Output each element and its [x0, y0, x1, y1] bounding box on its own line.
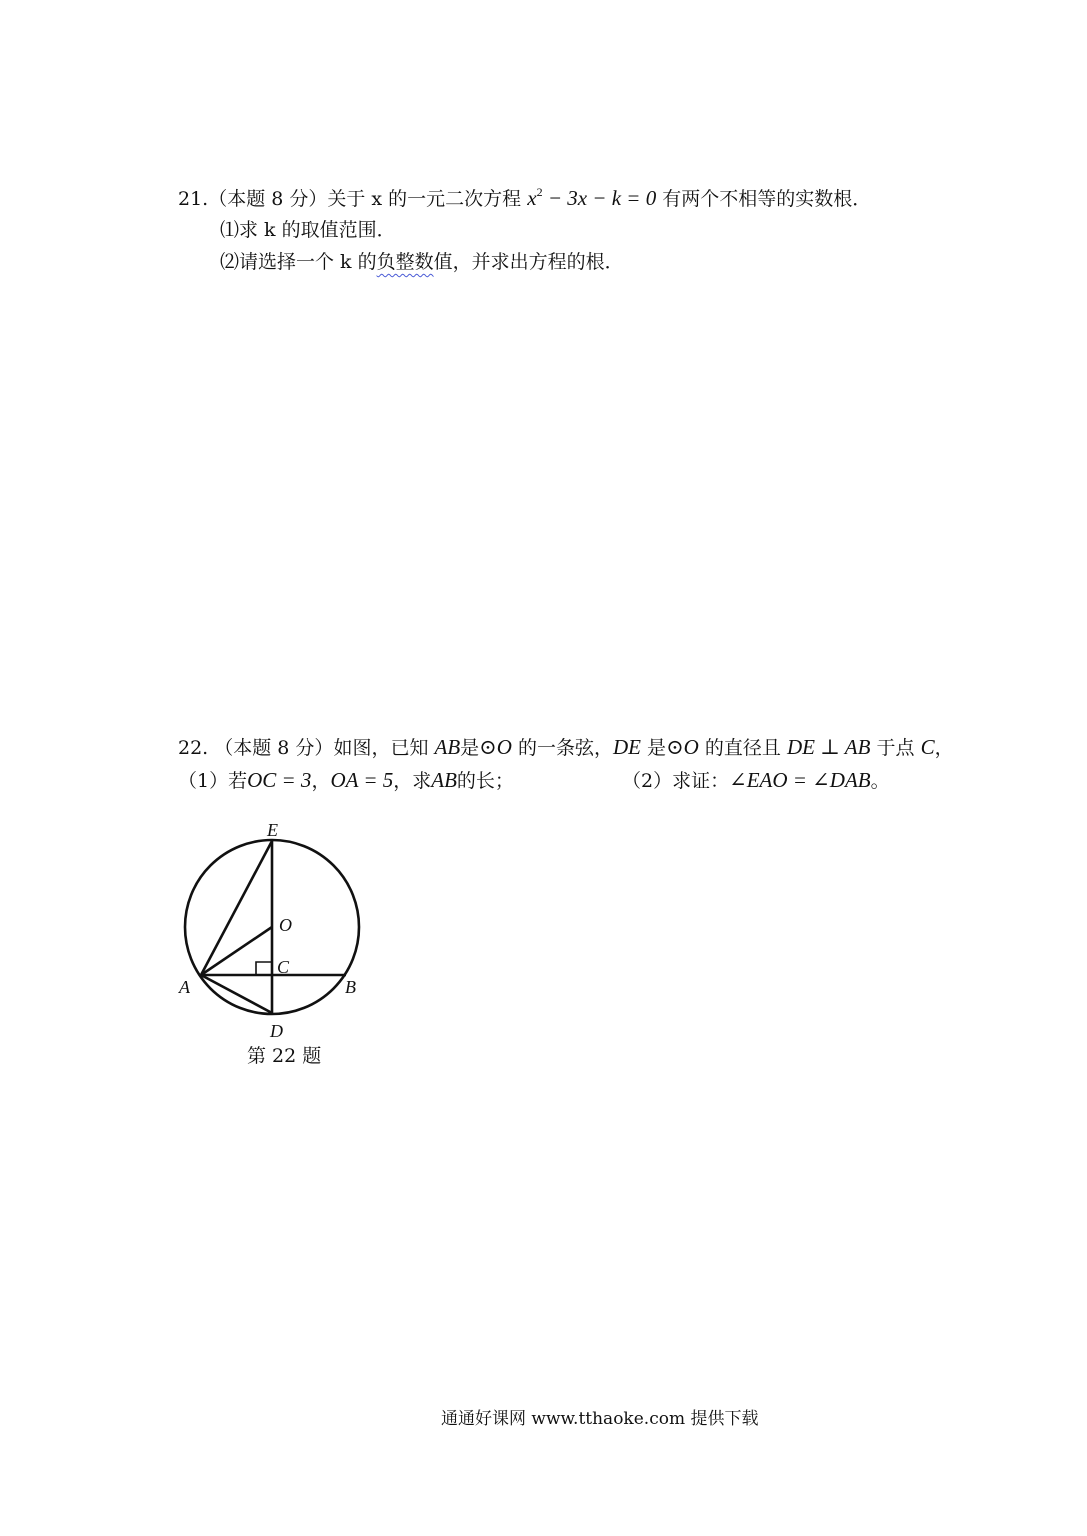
- q21-equation: $x^2 - 3x - k = 0$: [527, 185, 657, 210]
- q22-score: （本题 8 分）: [214, 737, 334, 759]
- q21-part1: ⑴求 k 的取值范围．: [220, 219, 396, 241]
- q21-tail: 有两个不相等的实数根．: [662, 188, 872, 210]
- q22-number: 22.: [178, 737, 209, 759]
- q22-figure: [170, 815, 380, 1050]
- q21-number: 21.: [178, 188, 209, 210]
- figure-caption: 第 22 题: [247, 1045, 322, 1067]
- label-d: D: [270, 1021, 283, 1041]
- q21-score: （本题 8 分）: [208, 188, 328, 210]
- label-c: C: [277, 957, 290, 977]
- q22-angles: ∠EAO = ∠DAB: [729, 768, 871, 792]
- q21-statement: [178, 185, 872, 210]
- q22-statement: 22. （本题 8 分）如图，已知 AB是⊙O 的一条弦，DE 是⊙O 的直径且 DE ⊥ AB 于点 C，: [178, 735, 954, 759]
- q22-oa: OA = 5: [330, 768, 394, 792]
- label-o: O: [279, 915, 292, 935]
- label-b: B: [345, 977, 356, 997]
- q22-part1: （1）若OC = 3，OA = 5，求AB的长；: [178, 768, 514, 792]
- q21-lead: 关于 x 的一元二次方程: [327, 188, 522, 210]
- right-angle-mark: [256, 962, 272, 975]
- q22-perpendicular: DE ⊥ AB: [786, 735, 871, 759]
- q22-part2: （2）求证：∠EAO = ∠DAB。: [622, 768, 890, 792]
- label-a: A: [179, 977, 190, 997]
- q21-part2: ⑵请选择一个 k 的负整数值，并求出方程的根．: [220, 251, 624, 273]
- q21-emphasis: 负整数: [376, 251, 434, 273]
- label-e: E: [267, 820, 278, 840]
- segment-ao: [201, 927, 272, 975]
- segment-ae: [201, 841, 272, 975]
- q22-oc: OC = 3: [247, 768, 312, 792]
- footer-credit: 通通好课网 www.tthaoke.com 提供下载: [441, 1409, 759, 1429]
